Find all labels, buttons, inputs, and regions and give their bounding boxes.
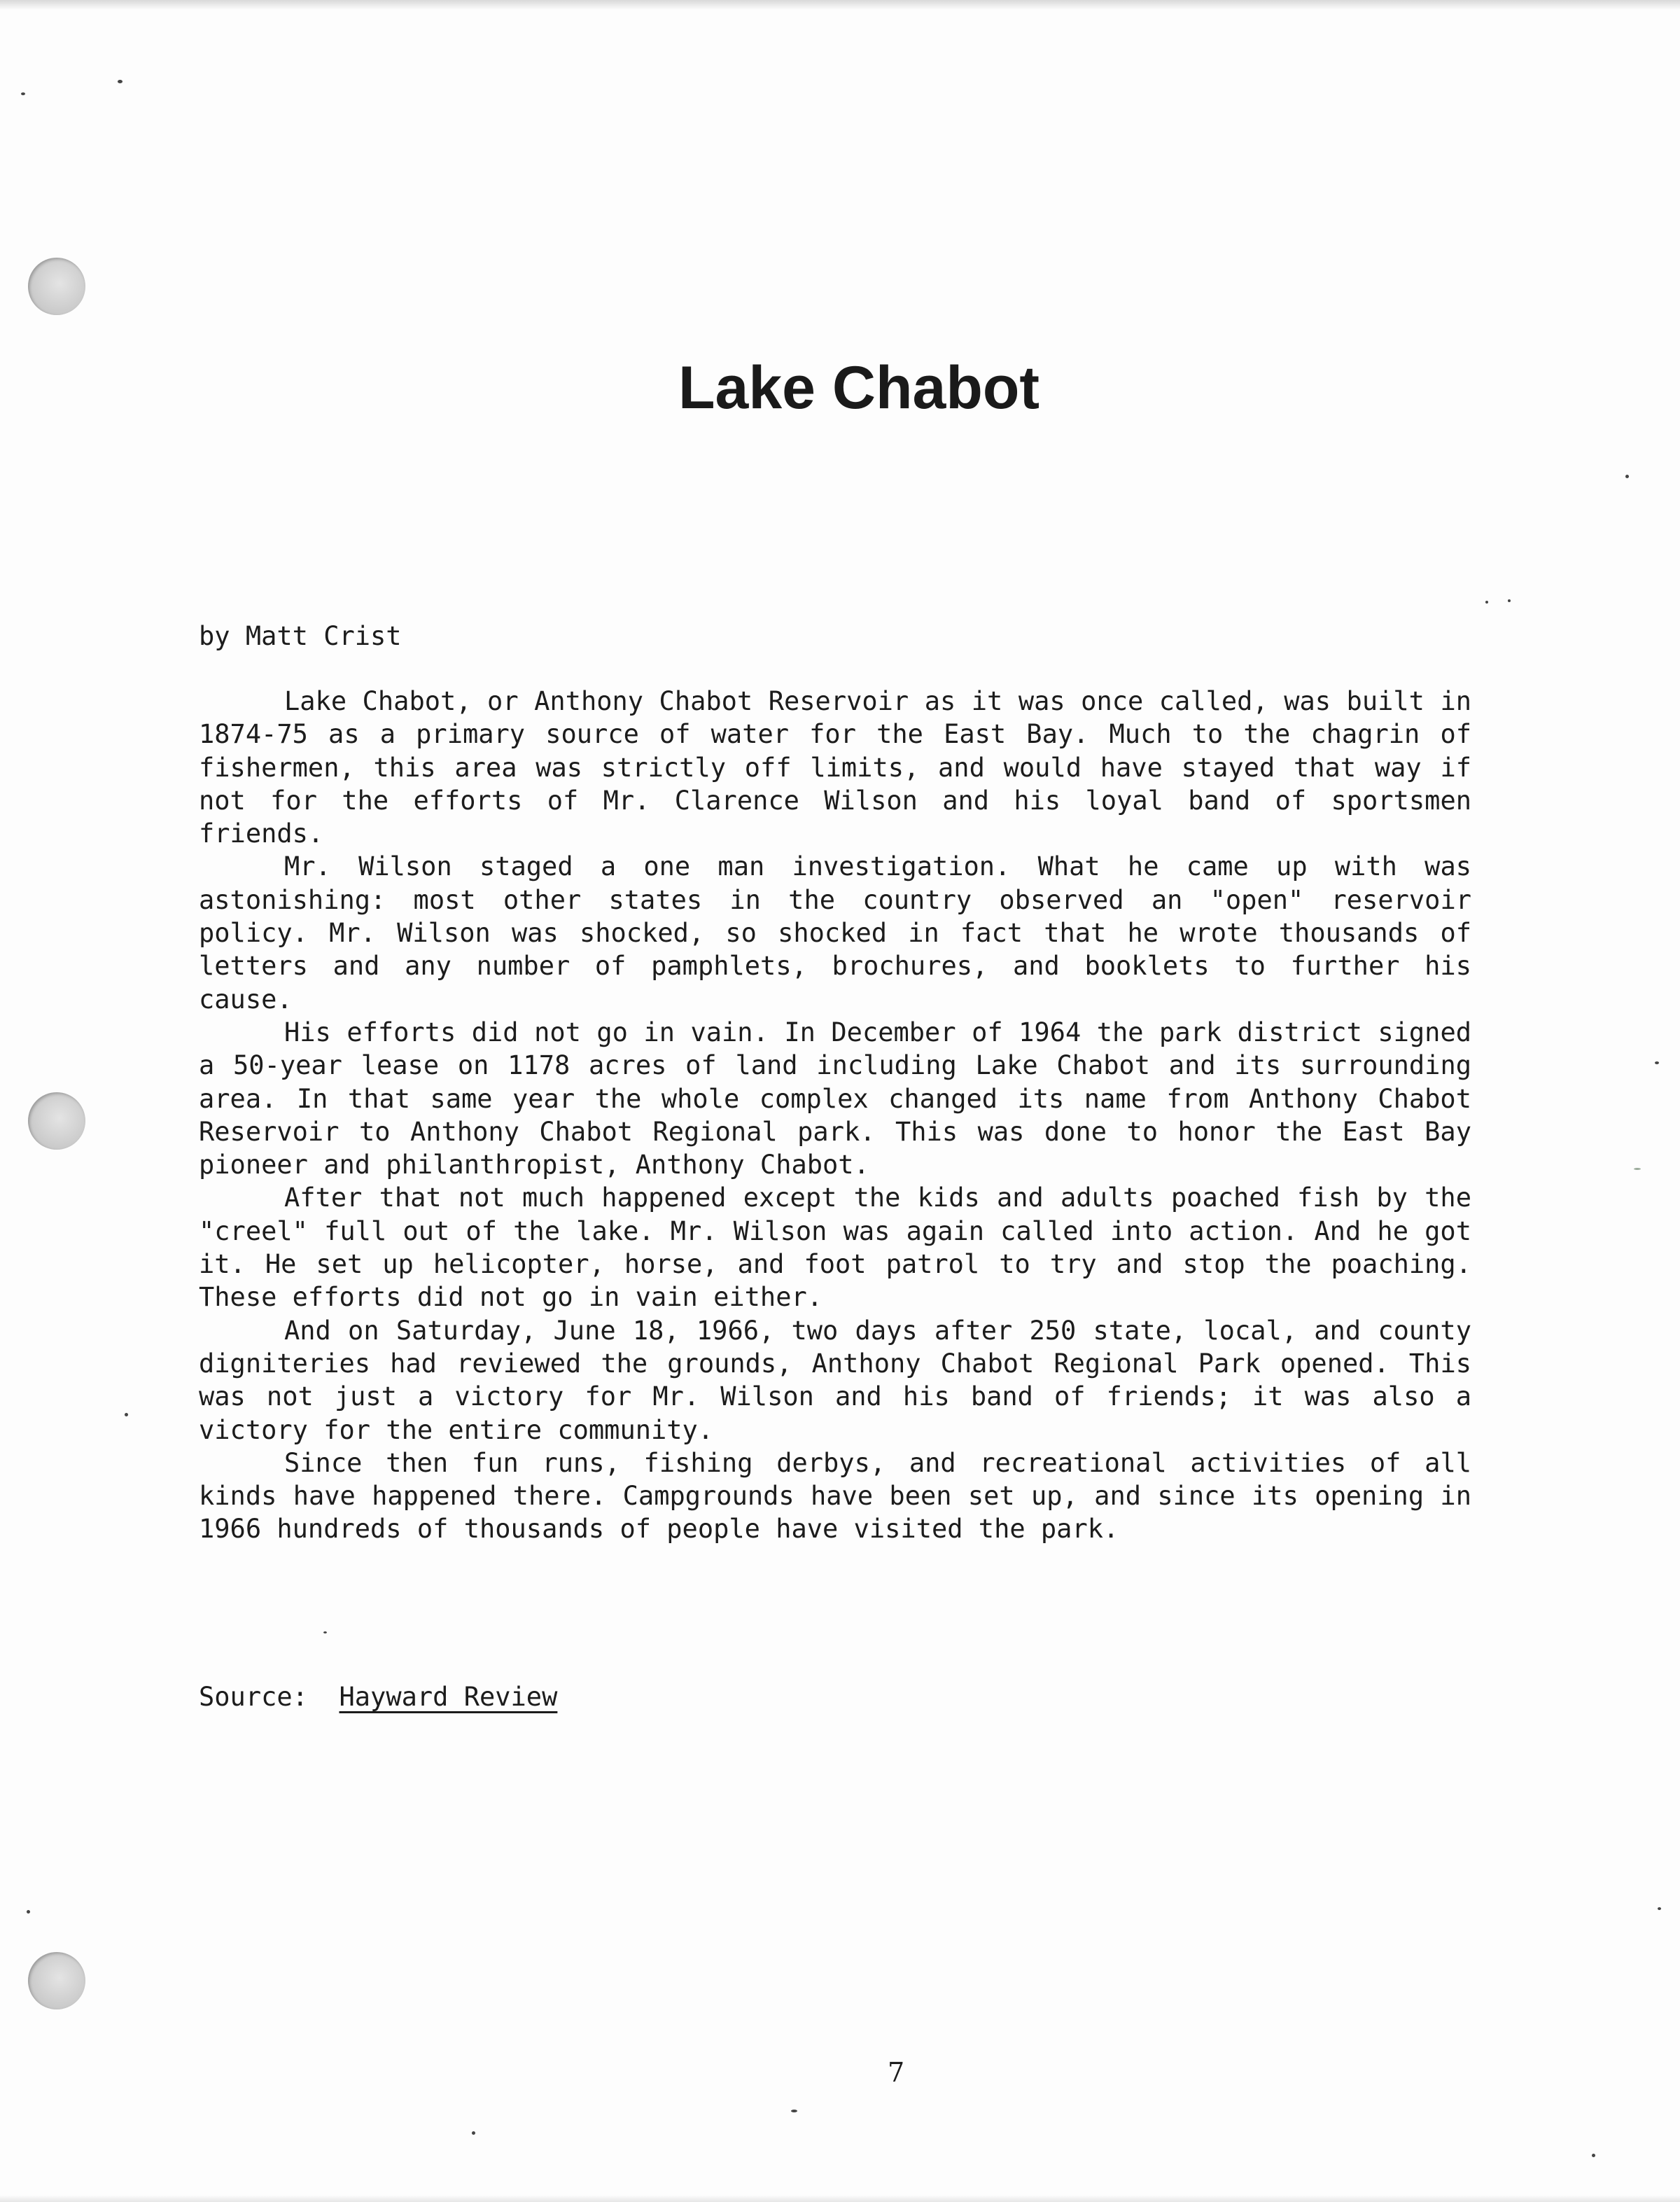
- page-number: 7: [888, 2057, 905, 2088]
- paragraph: His efforts did not go in vain. In December of 1964 the park district signed a 50-year lease on 1178 acres of land including Lake Chabot and its surrounding area. In that same year the whole complex changed its name from Anthony Chabot Reservoir to Anthony Chabot Regional park. This was done to honor the East Bay pioneer and philanthropist, Anthony Chabot.: [199, 1017, 1471, 1180]
- scan-speck: [118, 80, 122, 83]
- source-citation: [199, 1682, 557, 1712]
- scan-speck: [1634, 1168, 1641, 1170]
- scan-speck: [1592, 2154, 1595, 2157]
- scan-speck: [1625, 475, 1629, 478]
- paragraph: Since then fun runs, fishing derbys, and recreational activities of all kinds have happened there. Campgrounds have been set up, and since its opening in 1966 hundreds of thousands of people have visited the park.: [199, 1447, 1471, 1545]
- paragraph: Mr. Wilson staged a one man investigation. What he came up with was astonishing: most other states in the country observed an "open" reservoir policy. Mr. Wilson was shocked, so shocked in fact that he wrote thousands of letters and any number of pamphlets, brochures, and booklets to further his cause.: [199, 851, 1471, 1015]
- scan-speck: [472, 2131, 475, 2135]
- scan-speck: [1508, 599, 1511, 602]
- scan-speck: [21, 92, 25, 95]
- punch-hole: [28, 258, 85, 315]
- punch-hole: [28, 1952, 85, 2009]
- scan-speck: [125, 1413, 128, 1416]
- scan-edge-bottom: [0, 2195, 1680, 2202]
- article-body: [199, 685, 1471, 1546]
- scan-speck: [1485, 601, 1488, 604]
- scan-speck: [27, 1910, 30, 1914]
- paragraph: Lake Chabot, or Anthony Chabot Reservoir as it was once called, was built in 1874-75 as a primary source of water for the East Bay. Much to the chagrin of fishermen, this area was strictly off limits, and would have stayed that way if not for the efforts of Mr. Clarence Wilson and his loyal band of sportsmen friends.: [199, 686, 1471, 849]
- byline: by Matt Crist: [199, 621, 402, 651]
- source-label: Source:: [199, 1682, 308, 1712]
- scan-speck: [791, 2110, 797, 2112]
- source-title: Hayward Review: [339, 1682, 558, 1712]
- scan-edge-top: [0, 0, 1680, 10]
- punch-hole: [28, 1092, 85, 1150]
- paragraph: And on Saturday, June 18, 1966, two days after 250 state, local, and county digniteries had reviewed the grounds, Anthony Chabot Regional Park opened. This was not just a victory for Mr. Wilson and his band of friends; it was also a victory for the entire community.: [199, 1315, 1471, 1445]
- scan-speck: [1655, 1061, 1659, 1064]
- paragraph: After that not much happened except the kids and adults poached fish by the "creel" full out of the lake. Mr. Wilson was again called into action. And he got it. He set up helicopter, horse, and foot patrol to try and stop the poaching. These efforts did not go in vain either.: [199, 1183, 1471, 1313]
- scan-speck: [1658, 1907, 1661, 1910]
- scan-speck: [323, 1631, 327, 1633]
- page-title: Lake Chabot: [678, 354, 1040, 421]
